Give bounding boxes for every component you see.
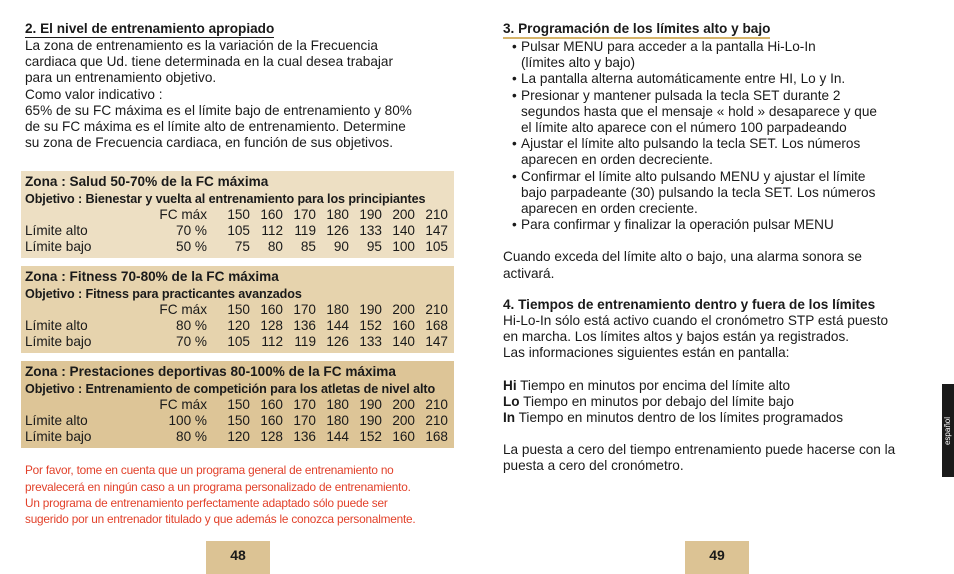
limit-value: 85 <box>300 239 316 255</box>
fc-value: 200 <box>392 206 415 222</box>
limit-value: 144 <box>326 318 349 334</box>
limit-value: 190 <box>359 413 382 429</box>
disclaimer-line: sugerido por un entrenador titulado y que además le conozca personalmente. <box>25 512 416 527</box>
text-line: Cuando exceda del límite alto o bajo, una alarma sonora se <box>503 249 862 265</box>
list-item <box>521 136 933 168</box>
def-text: Tiempo en minutos por encima del límite alto <box>516 377 791 393</box>
limit-value: 95 <box>366 239 382 255</box>
text-line: La puesta a cero del tiempo entrenamiento puede hacerse con la <box>503 442 896 458</box>
row-label: Límite alto <box>25 223 88 239</box>
fc-max-row <box>25 207 454 223</box>
limit-value: 100 <box>392 239 415 255</box>
def-key: In <box>503 410 516 426</box>
high-limit-row <box>25 413 454 429</box>
limit-value: 105 <box>227 334 250 350</box>
limit-value: 126 <box>326 334 349 350</box>
limit-value: 210 <box>425 413 448 429</box>
limit-value: 112 <box>261 223 283 239</box>
row-percent: 80 % <box>176 318 207 334</box>
limit-value: 105 <box>227 223 250 239</box>
fc-value: 210 <box>425 396 448 412</box>
text-line: activará. <box>503 265 555 281</box>
limit-value: 170 <box>293 413 316 429</box>
section-3-steps <box>503 39 933 233</box>
limit-value: 128 <box>260 318 283 334</box>
fc-value: 150 <box>227 301 250 317</box>
text-line: Confirmar el límite alto pulsando MENU y ajustar el límite <box>521 168 866 184</box>
text-line: Hi-Lo-In sólo está activo cuando el cronómetro STP está puesto <box>503 313 889 329</box>
zone-objective: Objetivo : Bienestar y vuelta al entrenamiento para los principiantes <box>25 191 426 206</box>
fc-value: 210 <box>425 301 448 317</box>
fc-max-label: FC máx <box>159 396 207 412</box>
limit-value: 112 <box>261 334 283 350</box>
text-line: Presionar y mantener pulsada la tecla SET durante 2 <box>521 87 841 103</box>
language-tab-label: español <box>942 416 952 445</box>
text-line: Como valor indicativo : <box>25 86 163 102</box>
limit-value: 120 <box>227 318 250 334</box>
def-text: Tiempo en minutos por debajo del límite bajo <box>519 393 794 409</box>
row-label: Límite alto <box>25 413 88 429</box>
text-line: aparecen en orden decreciente. <box>521 152 713 168</box>
fc-value: 190 <box>359 206 382 222</box>
fc-value: 180 <box>326 206 349 222</box>
row-label: Límite bajo <box>25 334 92 350</box>
zone-title: Zona : Fitness 70-80% de la FC máxima <box>25 269 279 285</box>
text-line: el límite alto aparece con el número 100 parpadeando <box>521 120 847 136</box>
fc-max-row <box>25 302 454 318</box>
fc-value: 170 <box>293 301 316 317</box>
row-label: Límite bajo <box>25 239 92 255</box>
page-number-48: 48 <box>206 541 270 574</box>
low-limit-row <box>25 334 454 350</box>
row-percent: 50 % <box>176 239 207 255</box>
fc-value: 170 <box>293 206 316 222</box>
zone-table-prestaciones <box>21 361 454 448</box>
row-percent: 70 % <box>176 334 207 350</box>
definitions <box>503 378 933 427</box>
zone-table-fitness <box>21 266 454 353</box>
fc-value: 150 <box>227 396 250 412</box>
zone-title: Zona : Salud 50-70% de la FC máxima <box>25 174 269 190</box>
disclaimer-line: Por favor, tome en cuenta que un programa general de entrenamiento no <box>25 463 394 478</box>
zone-objective: Objetivo : Entrenamiento de competición para los atletas de nivel alto <box>25 381 436 396</box>
high-limit-row <box>25 223 454 239</box>
zone-objective: Objetivo : Fitness para practicantes avanzados <box>25 286 302 301</box>
low-limit-row <box>25 429 454 445</box>
text-line: cardiaca que Ud. tiene determinada en la cual desea trabajar <box>25 54 394 70</box>
limit-value: 152 <box>359 318 382 334</box>
left-page <box>25 0 455 527</box>
list-item <box>521 169 933 218</box>
zone-table-salud <box>21 171 454 258</box>
text-line: La pantalla alterna automáticamente entre HI, Lo y In. <box>521 71 846 87</box>
language-side-tab <box>942 384 954 477</box>
fc-value: 190 <box>359 396 382 412</box>
row-percent: 70 % <box>176 223 207 239</box>
fc-value: 160 <box>260 206 283 222</box>
disclaimer-line: prevalecerá en ningún caso a un programa personalizado de entrenamiento. <box>25 479 411 494</box>
text-line: 65% de su FC máxima es el límite bajo de entrenamiento y 80% <box>25 102 412 118</box>
row-label: Límite bajo <box>25 429 92 445</box>
text-line: segundos hasta que el mensaje « hold » desaparece y que <box>521 103 877 119</box>
list-item <box>521 71 933 87</box>
limit-value: 126 <box>326 223 349 239</box>
section-3-title: 3. Programación de los límites alto y bajo <box>503 22 770 39</box>
limit-value: 75 <box>234 239 250 255</box>
def-key: Lo <box>503 393 520 409</box>
fc-max-label: FC máx <box>159 206 207 222</box>
text-line: en marcha. Los límites altos y bajos están ya registrados. <box>503 329 850 345</box>
zone-title: Zona : Prestaciones deportivas 80-100% de la FC máxima <box>25 364 396 380</box>
disclaimer-line: Un programa de entrenamiento perfectamente adaptado sólo puede ser <box>25 495 388 510</box>
text-line: para un entrenamiento objetivo. <box>25 70 217 86</box>
list-item <box>521 217 933 233</box>
alarm-text <box>503 249 933 281</box>
disclaimer-text <box>25 462 455 527</box>
limit-value: 160 <box>392 318 415 334</box>
fc-value: 180 <box>326 301 349 317</box>
fc-value: 160 <box>260 396 283 412</box>
limit-value: 80 <box>267 239 283 255</box>
limit-value: 180 <box>326 413 349 429</box>
text-line: Las informaciones siguientes están en pantalla: <box>503 345 790 361</box>
text-line: aparecen en orden creciente. <box>521 201 698 217</box>
text-line: su zona de Frecuencia cardiaca, en función de sus objetivos. <box>25 135 394 151</box>
limit-value: 168 <box>425 429 448 445</box>
right-page <box>503 0 933 475</box>
limit-value: 90 <box>333 239 349 255</box>
limit-value: 147 <box>425 223 448 239</box>
fc-max-row <box>25 397 454 413</box>
fc-value: 180 <box>326 396 349 412</box>
text-line: Pulsar MENU para acceder a la pantalla Hi-Lo-In <box>521 39 816 54</box>
limit-value: 136 <box>293 429 316 445</box>
limit-value: 133 <box>359 223 382 239</box>
text-line: puesta a cero del cronómetro. <box>503 458 684 474</box>
text-line: de su FC máxima es el límite alto de entrenamiento. Determine <box>25 119 406 135</box>
limit-value: 160 <box>392 429 415 445</box>
list-item <box>521 39 933 71</box>
limit-value: 140 <box>392 223 415 239</box>
text-line: Para confirmar y finalizar la operación pulsar MENU <box>521 217 834 233</box>
limit-value: 105 <box>425 239 448 255</box>
limit-value: 152 <box>359 429 382 445</box>
text-line: (límites alto y bajo) <box>521 55 636 71</box>
row-label: Límite alto <box>25 318 88 334</box>
limit-value: 168 <box>425 318 448 334</box>
low-limit-row <box>25 239 454 255</box>
section-2-text <box>25 38 455 151</box>
fc-value: 200 <box>392 396 415 412</box>
row-percent: 100 % <box>168 413 207 429</box>
fc-max-label: FC máx <box>159 301 207 317</box>
text-line: La zona de entrenamiento es la variación de la Frecuencia <box>25 38 378 53</box>
section-4-title: 4. Tiempos de entrenamiento dentro y fuera de los límites <box>503 296 876 312</box>
page-number-49: 49 <box>685 541 749 574</box>
fc-value: 210 <box>425 206 448 222</box>
fc-value: 150 <box>227 206 250 222</box>
row-percent: 80 % <box>176 429 207 445</box>
fc-value: 190 <box>359 301 382 317</box>
fc-value: 170 <box>293 396 316 412</box>
limit-value: 119 <box>294 334 316 350</box>
high-limit-row <box>25 318 454 334</box>
list-item <box>521 88 933 137</box>
limit-value: 133 <box>359 334 382 350</box>
text-line: bajo parpadeante (30) pulsando la tecla SET. Los números <box>521 184 876 200</box>
section-4-text <box>503 313 933 362</box>
limit-value: 200 <box>392 413 415 429</box>
limit-value: 128 <box>260 429 283 445</box>
section-2-title: 2. El nivel de entrenamiento apropiado <box>25 21 275 36</box>
fc-value: 200 <box>392 301 415 317</box>
text-line: Ajustar el límite alto pulsando la tecla SET. Los números <box>521 136 861 152</box>
reset-text <box>503 442 933 474</box>
limit-value: 119 <box>294 223 316 239</box>
limit-value: 144 <box>326 429 349 445</box>
def-key: Hi <box>503 377 517 393</box>
limit-value: 140 <box>392 334 415 350</box>
limit-value: 136 <box>293 318 316 334</box>
def-text: Tiempo en minutos dentro de los límites programados <box>515 410 844 426</box>
limit-value: 150 <box>227 413 250 429</box>
limit-value: 120 <box>227 429 250 445</box>
limit-value: 147 <box>425 334 448 350</box>
limit-value: 160 <box>260 413 283 429</box>
fc-value: 160 <box>260 301 283 317</box>
